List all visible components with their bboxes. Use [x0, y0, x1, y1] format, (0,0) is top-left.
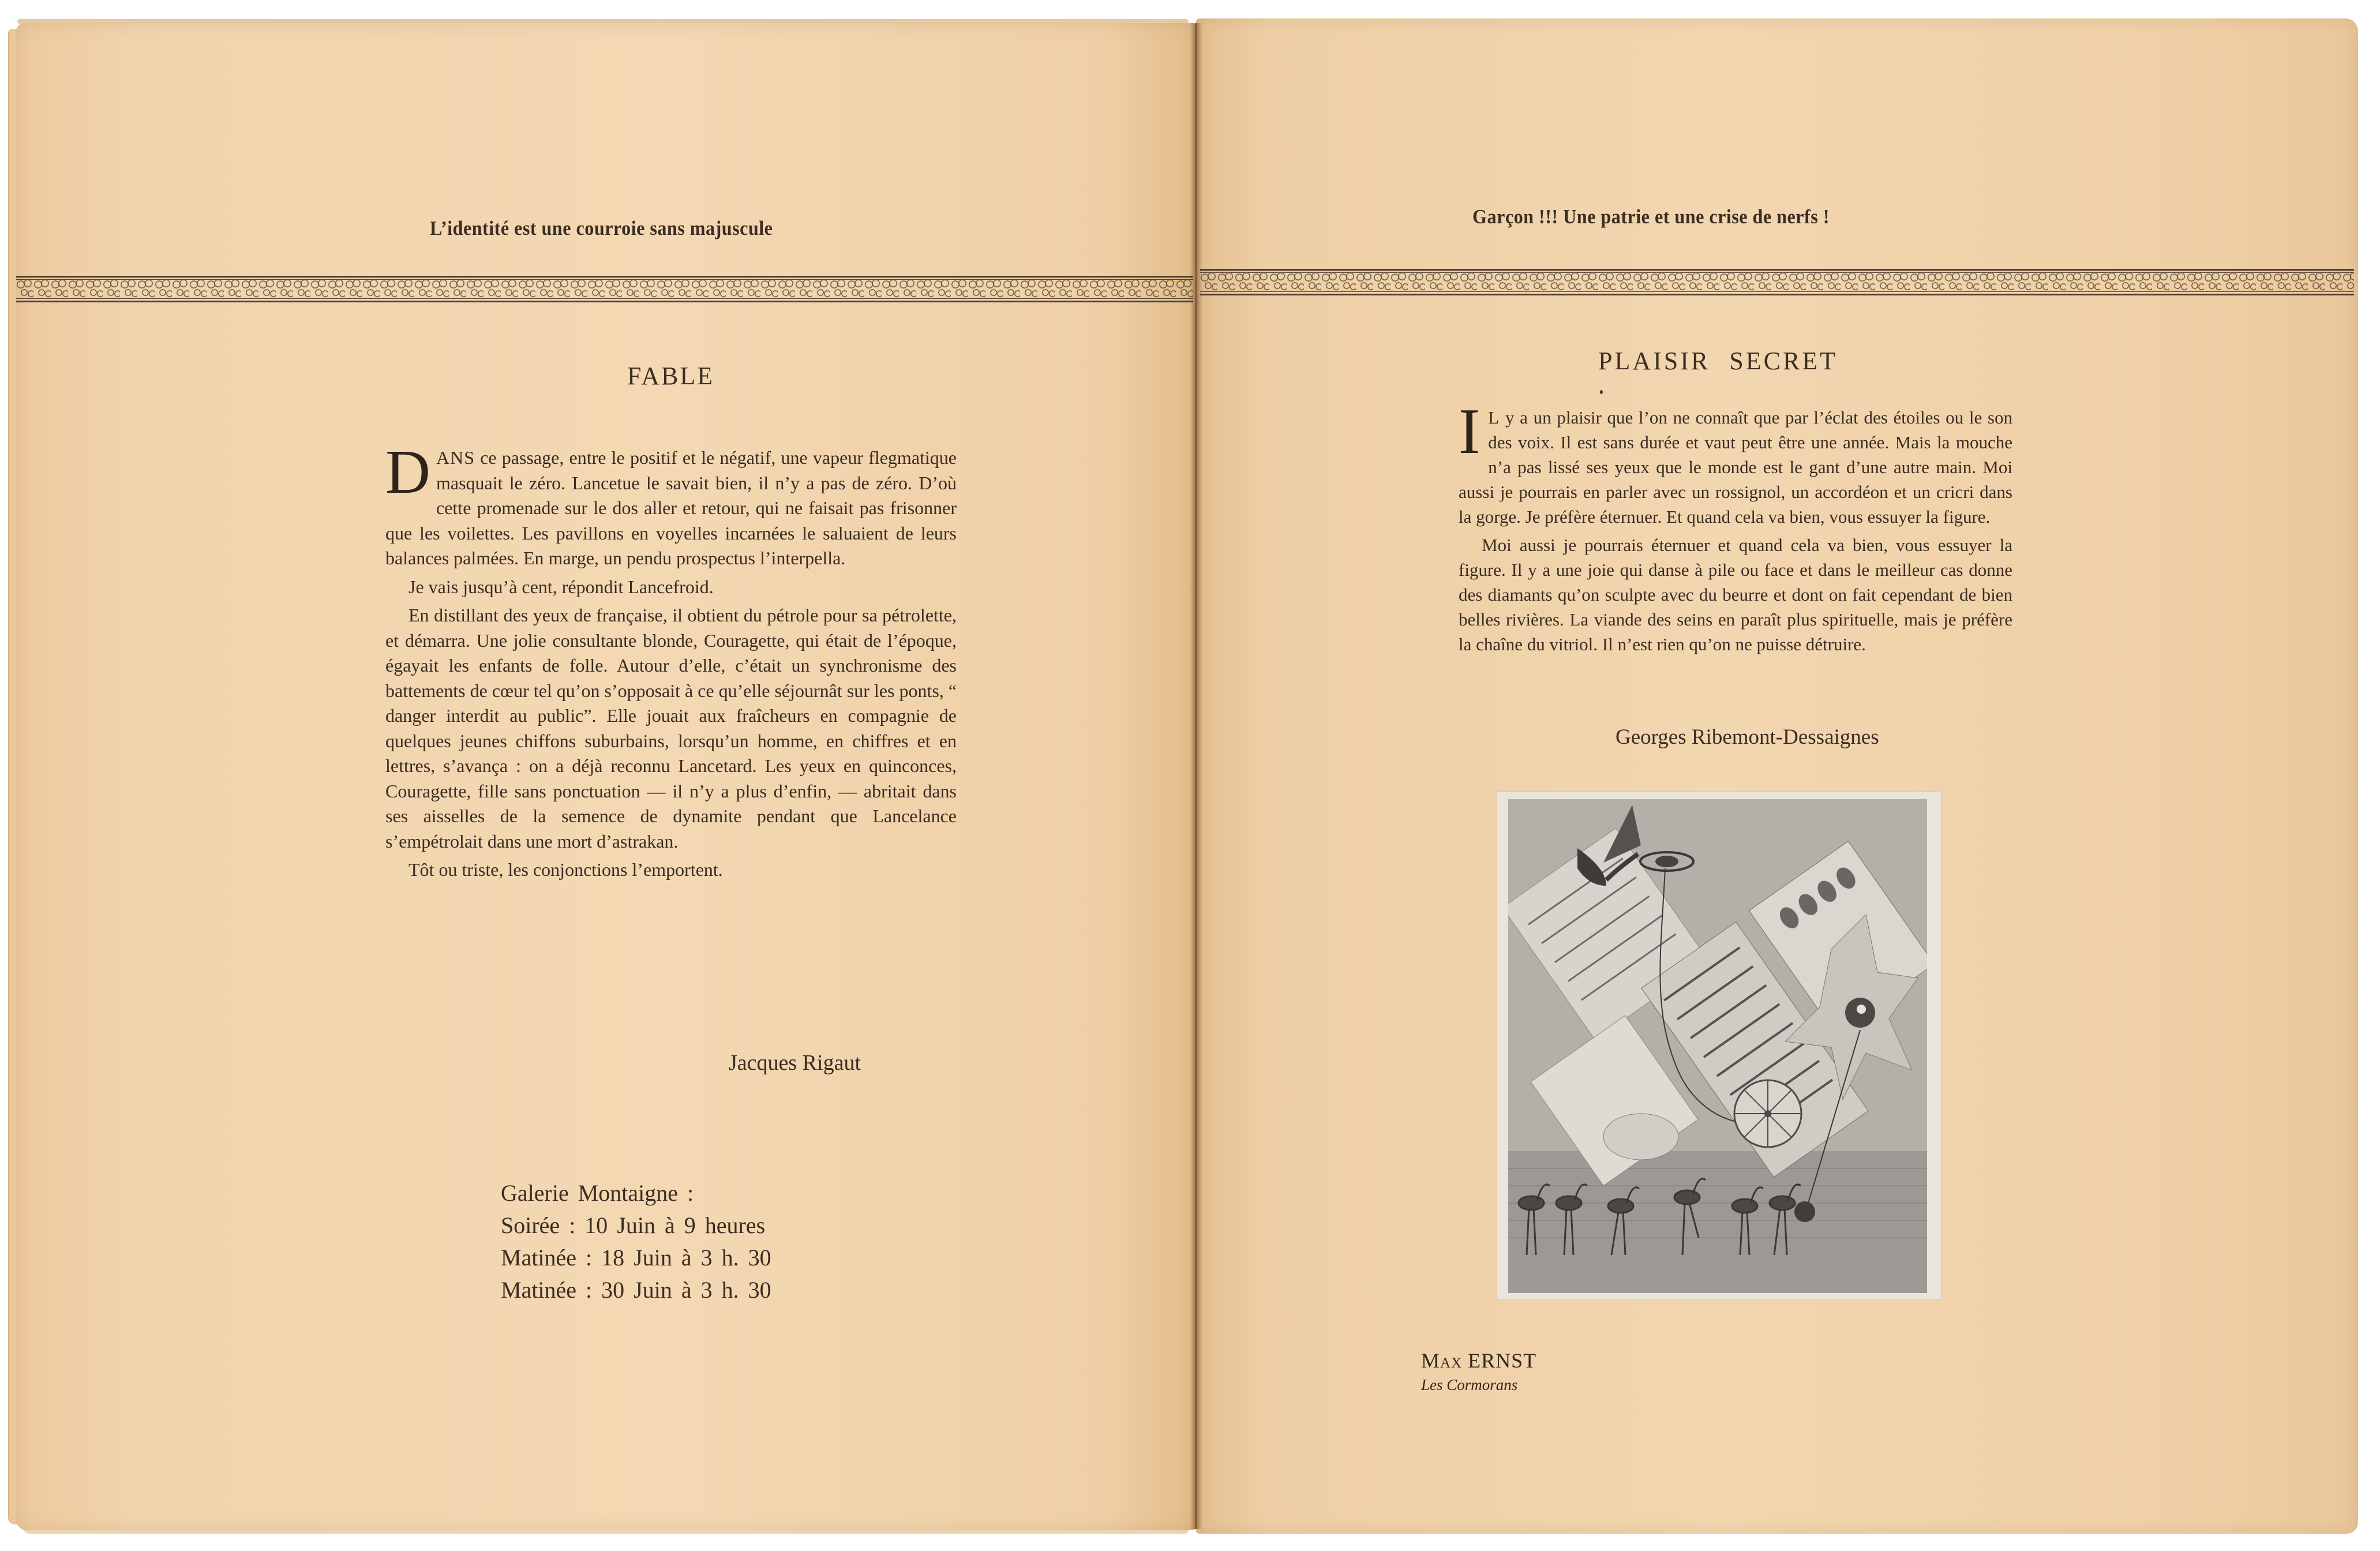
dropcap-d: D — [385, 438, 430, 507]
plaisir-author: Georges Ribemont-Dessaignes — [1616, 725, 1879, 749]
right-page — [1196, 18, 2358, 1534]
ornamental-border-band-right — [1200, 269, 2354, 295]
fable-title: FABLE — [627, 362, 715, 390]
fable-text — [385, 438, 957, 883]
artwork-plate — [1497, 792, 1941, 1299]
artwork-title-caption: Les Cormorans — [1421, 1376, 1518, 1393]
schedule-venue: Galerie Montaigne : — [501, 1180, 694, 1206]
artwork-image-les-cormorans — [1508, 799, 1927, 1293]
book-gutter — [1190, 23, 1202, 1529]
dropcap-i: I — [1459, 396, 1481, 467]
fable-author: Jacques Rigaut — [729, 1051, 861, 1075]
plaisir-secret-text — [1459, 396, 2012, 657]
ornamental-border-band-left — [16, 276, 1193, 302]
lead-word: ANS — [436, 447, 475, 468]
plaisir-secret-title: PLAISIR SECRET — [1598, 347, 1838, 375]
ink-speck — [1600, 390, 1603, 394]
schedule-line: Soirée : 10 Juin à 9 heures — [501, 1212, 766, 1238]
lead-word: L — [1488, 407, 1500, 428]
fable-paragraph-2: Je vais jusqu’à cent, répondit Lancefroid. — [408, 576, 714, 597]
fable-paragraph-3: En distillant des yeux de française, il obtient du pétrole pour sa pétrolette, et démarra. Une jolie consultante blonde, Couragette, qui était de l’époque, égayait les enfants de folle. Autour d’elle, c’était un synchronisme des battements de cœur tel qu’on s’opposait à ce qu’elle séjournât sur les ponts, “ danger interdit au public”. Elle jouait aux fraîcheurs en compagnie de quelques jeunes chiffons suburbains, lorsqu’un homme, en chiffres et en lettres, s’avança : on a déjà reconnu Lancetard. Les yeux en quinconces, Couragette, fille sans ponctuation — il n’y a plus d’enfin, — abritait dans ses aisselles de la semence de dynamite pendant que Lancelance s’empétrolait dans une mort d’astrakan. — [385, 605, 957, 852]
schedule-line: Matinée : 30 Juin à 3 h. 30 — [501, 1277, 771, 1303]
event-schedule — [501, 1177, 771, 1306]
artwork-artist-caption: Max ERNST — [1421, 1349, 1537, 1372]
plaisir-paragraph-2: Moi aussi je pourrais éternuer et quand cela va bien, vous essuyer la figure. Il y a une joie qui danse à pile ou face et dans le meilleur cas donne des diamants qu’on sculpte avec du beurre et dont on fait cependant de bien belles rivières. La viande des seins en paraît plus spirituelle, mais je préfère la chaîne du vitriol. Il n’est rien qu’on ne puisse détruire. — [1459, 535, 2012, 654]
schedule-line: Matinée : 18 Juin à 3 h. 30 — [501, 1245, 771, 1271]
left-running-head: L’identité est une courroie sans majuscule — [430, 217, 773, 239]
fable-paragraph-1: DANS ce passage, entre le positif et le négatif, une vapeur flegmatique masquait le zéro. Lancetue le savait bien, il n’y a pas de zéro. D’où cette promenade sur le dos aller et retour, qui ne faisait pas frisonner que les voilettes. Les pavillons en voyelles incarnées le saluaient de leurs balances palmées. En marge, un pendu prospectus l’interpella. — [385, 438, 957, 568]
fable-paragraph-4: Tôt ou triste, les conjonctions l’emportent. — [408, 859, 723, 880]
collage-illustration — [1508, 799, 1927, 1293]
right-running-head: Garçon !!! Une patrie et une crise de nerfs ! — [1472, 205, 1830, 228]
plaisir-paragraph-1: I L y a un plaisir que l’on ne connaît que par l’éclat des étoiles ou le son des voix. Il est sans durée et vaut peut être une année. Mais la mouche n’a pas lissé ses yeux que le monde est le gant d’une autre main. Moi aussi je pourrais en parler avec un rossignol, un accordéon et un cricri dans la gorge. Je préfère éternuer. Et quand cela va bien, vous essuyer la figure. — [1459, 396, 2012, 527]
